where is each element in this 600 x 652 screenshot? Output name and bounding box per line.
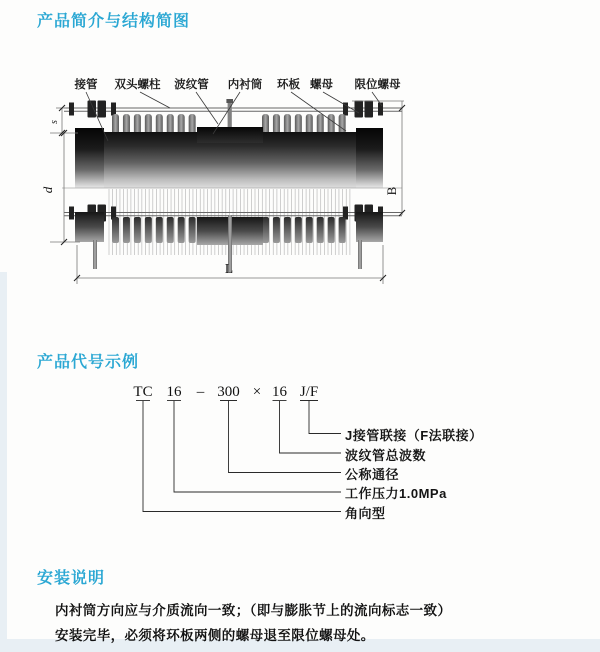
code-annotation-working-pressure: 工作压力1.0MPa [345, 486, 447, 501]
part-label-connecting-pipe: 接管 [74, 79, 98, 91]
code-part-waves: 16 [272, 384, 287, 400]
part-label-ring-plate: 环板 [277, 79, 300, 91]
code-annotation-nominal-diameter: 公称通径 [345, 467, 400, 482]
page-edge-tint-left [0, 272, 7, 652]
connecting-pipe-left-lower [75, 212, 104, 242]
code-part-times: × [252, 384, 262, 400]
part-label-inner-sleeve: 内衬筒 [227, 79, 263, 91]
section-title-product-intro: 产品简介与结构简图 [37, 13, 191, 30]
code-part-type: TC [133, 384, 153, 400]
code-annotation-connection: J接管联接（F法联接） [345, 428, 483, 443]
code-annotation-angular-type: 角向型 [345, 506, 386, 521]
code-callout-lines [136, 401, 341, 512]
code-part-dash: – [196, 384, 205, 400]
part-label-nut: 螺母 [310, 79, 333, 91]
connecting-pipe-right-lower [356, 212, 383, 242]
code-annotation-wave-count: 波纹管总波数 [345, 448, 427, 463]
connecting-pipe-right [356, 128, 383, 188]
part-label-limit-nut: 限位螺母 [354, 79, 401, 91]
code-part-pressure: 16 [166, 384, 182, 400]
section-title-install-notes: 安装说明 [37, 570, 106, 587]
install-note-line-1: 内衬筒方向应与介质流向一致；（即与膨胀节上的流向标志一致） [55, 603, 452, 618]
expansion-joint-structure-diagram [40, 65, 460, 315]
install-note-line-2: 安装完毕，必须将环板两侧的螺母退至限位螺母处。 [55, 628, 375, 643]
connecting-pipe-left [75, 128, 104, 188]
dim-label-L: L [224, 261, 234, 276]
part-label-bellows: 波纹管 [174, 79, 209, 91]
code-part-connection: J/F [299, 384, 319, 400]
dim-label-B: B [384, 186, 399, 196]
section-title-code-example: 产品代号示例 [37, 354, 140, 371]
dim-label-s: s [49, 120, 60, 124]
inner-sleeve-band [197, 127, 263, 143]
product-code-figure [120, 378, 350, 520]
code-part-diameter: 300 [217, 384, 240, 400]
dim-label-d: d [40, 186, 55, 194]
part-label-double-end-stud: 双头螺柱 [114, 79, 161, 91]
